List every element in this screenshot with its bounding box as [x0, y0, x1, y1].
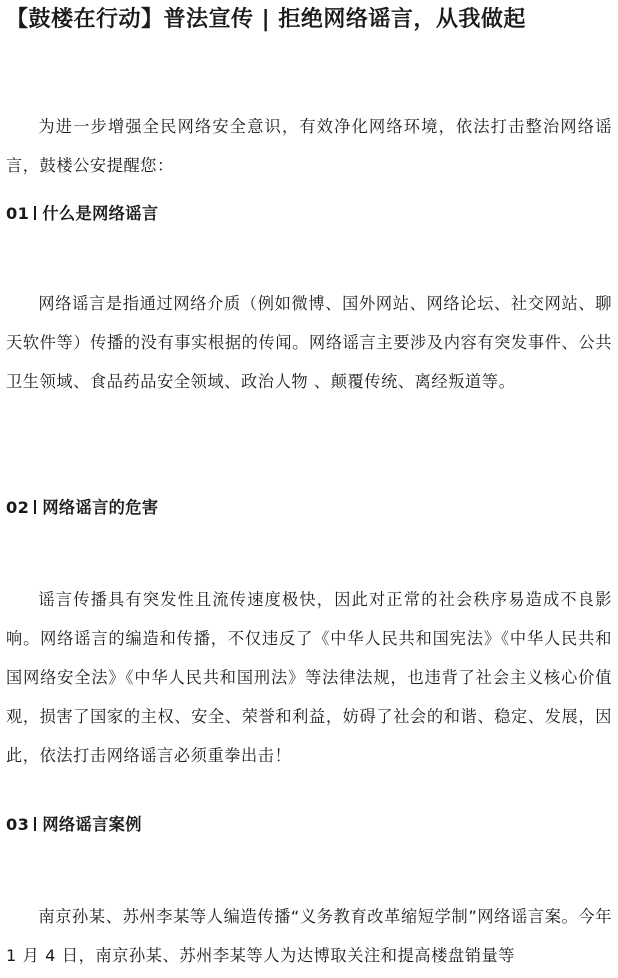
section-divider [34, 206, 36, 220]
section-title: 网络谣言案例 [42, 815, 142, 834]
section-number: 03 [6, 815, 30, 834]
section-title: 什么是网络谣言 [42, 204, 159, 223]
article-title: 【鼓楼在行动】普法宣传 | 拒绝网络谣言，从我做起 [6, 7, 526, 32]
section-number: 02 [6, 498, 30, 517]
section-body-03: 南京孙某、苏州李某等人编造传播“义务教育改革缩短学制”网络谣言案。今年 1 月 4 日，南京孙某、苏州李某等人为达博取关注和提高楼盘销量等 [6, 907, 612, 965]
section-divider [34, 500, 36, 514]
section-heading-03 [6, 813, 142, 837]
section-body-01: 网络谣言是指通过网络介质（例如微博、国外网站、网络论坛、社交网站、聊天软件等）传播的没有事实根据的传闻。网络谣言主要涉及内容有突发事件、公共卫生领域、食品药品安全领域、政治人物 、颠覆传统、离经叛道等。 [6, 294, 612, 391]
section-heading-01 [6, 202, 158, 226]
section-body-02: 谣言传播具有突发性且流传速度极快，因此对正常的社会秩序易造成不良影响。网络谣言的编造和传播，不仅违反了《中华人民共和国宪法》《中华人民共和国网络安全法》《中华人民共和国刑法》等法律法规，也违背了社会主义核心价值观，损害了国家的主权、安全、荣誉和利益，妨碍了社会的和谐、稳定、发展，因此，依法打击网络谣言必须重拳出击！ [6, 590, 612, 765]
section-heading-02 [6, 496, 158, 520]
section-divider [34, 817, 36, 831]
section-number: 01 [6, 204, 30, 223]
section-title: 网络谣言的危害 [42, 498, 159, 517]
intro-paragraph: 为进一步增强全民网络安全意识，有效净化网络环境，依法打击整治网络谣言，鼓楼公安提醒您： [6, 117, 612, 175]
